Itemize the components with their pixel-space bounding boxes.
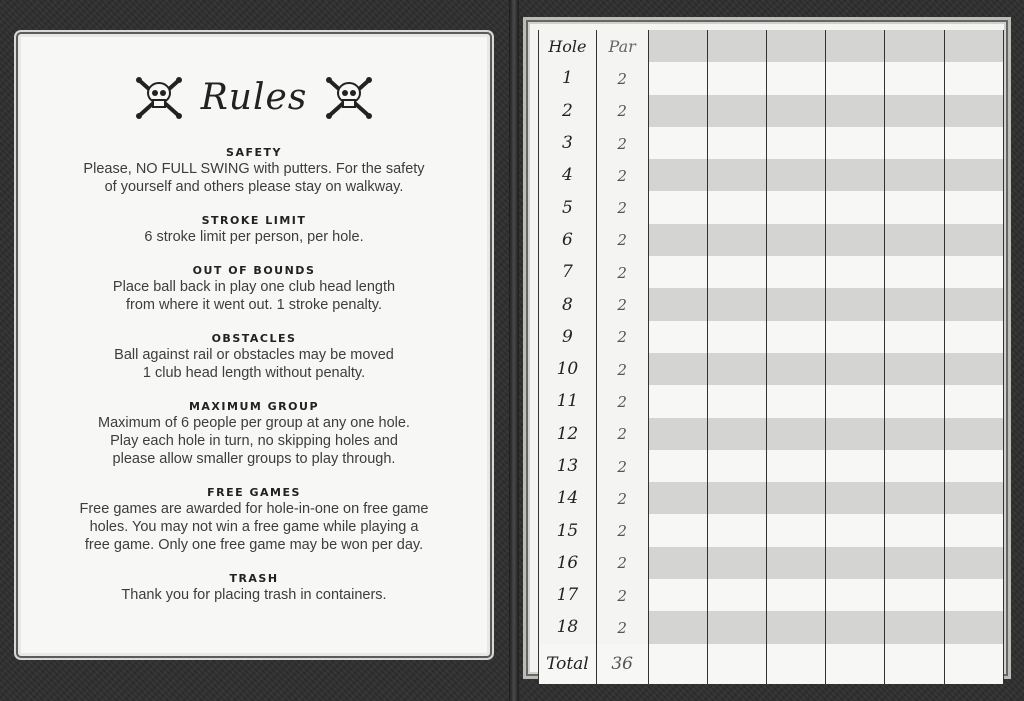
player-score-cell[interactable]	[944, 579, 1003, 611]
total-par-value: 36	[611, 653, 633, 674]
hole-cell	[539, 547, 597, 579]
player-score-cell[interactable]	[944, 224, 1003, 256]
player-score-cell[interactable]	[707, 418, 766, 450]
player-score-cell[interactable]	[648, 321, 707, 353]
player-score-cell[interactable]	[944, 418, 1003, 450]
hole-cell	[539, 95, 597, 127]
player-total-cell[interactable]	[707, 644, 766, 684]
score-row	[539, 611, 1004, 643]
score-row	[539, 95, 1004, 127]
player-score-cell[interactable]	[707, 353, 766, 385]
rule-text: Ball against rail or obstacles may be moved 1 club head length without penalty.	[114, 347, 394, 381]
player-score-cell[interactable]	[885, 95, 944, 127]
hole-number: 8	[561, 294, 573, 315]
hole-cell	[539, 321, 597, 353]
player-score-cell[interactable]	[826, 127, 885, 159]
score-row	[539, 288, 1004, 320]
player-score-cell[interactable]	[648, 353, 707, 385]
hole-number: 16	[556, 552, 579, 573]
score-row	[539, 450, 1004, 482]
scorecard	[528, 22, 1006, 674]
player-score-cell[interactable]	[944, 385, 1003, 417]
player-score-cell[interactable]	[826, 385, 885, 417]
skull-crossbones-icon	[134, 75, 184, 119]
player-score-cell[interactable]	[707, 579, 766, 611]
player-score-cell[interactable]	[826, 159, 885, 191]
player-score-cell[interactable]	[885, 579, 944, 611]
player-score-cell[interactable]	[707, 256, 766, 288]
hole-number: 9	[561, 326, 573, 347]
hole-number: 11	[556, 391, 579, 412]
hole-cell	[539, 288, 597, 320]
player-score-cell[interactable]	[944, 95, 1003, 127]
par-cell	[596, 191, 648, 223]
score-row	[539, 159, 1004, 191]
player-score-cell[interactable]	[648, 256, 707, 288]
player-score-cell[interactable]	[826, 288, 885, 320]
player-score-cell[interactable]	[766, 321, 825, 353]
hole-cell	[539, 159, 597, 191]
hole-number: 17	[556, 585, 579, 606]
rule-heading: OBSTACLES	[211, 332, 297, 345]
par-value: 2	[617, 231, 627, 250]
par-cell	[596, 611, 648, 643]
hole-number: 7	[561, 262, 573, 283]
par-value: 2	[617, 69, 627, 88]
player-score-cell[interactable]	[648, 514, 707, 546]
player-score-cell[interactable]	[766, 30, 825, 62]
player-score-cell[interactable]	[707, 127, 766, 159]
player-score-cell[interactable]	[766, 256, 825, 288]
player-score-cell[interactable]	[885, 288, 944, 320]
score-row	[539, 353, 1004, 385]
hole-number: 15	[556, 520, 579, 541]
player-score-cell[interactable]	[944, 30, 1003, 62]
player-score-cell[interactable]	[885, 159, 944, 191]
score-header-row	[539, 30, 1004, 62]
player-score-cell[interactable]	[766, 288, 825, 320]
card-fold	[509, 0, 519, 701]
score-row	[539, 482, 1004, 514]
player-score-cell[interactable]	[885, 514, 944, 546]
player-score-cell[interactable]	[885, 127, 944, 159]
par-cell	[596, 450, 648, 482]
par-value: 2	[617, 134, 627, 153]
player-score-cell[interactable]	[766, 579, 825, 611]
par-value: 2	[617, 263, 627, 282]
par-column-header	[596, 30, 648, 62]
player-score-cell[interactable]	[826, 30, 885, 62]
rule-maximum-group	[31, 399, 477, 468]
player-score-cell[interactable]	[885, 224, 944, 256]
rule-safety	[31, 145, 477, 196]
player-score-cell[interactable]	[944, 514, 1003, 546]
score-row	[539, 127, 1004, 159]
player-score-cell[interactable]	[885, 547, 944, 579]
score-row	[539, 321, 1004, 353]
player-score-cell[interactable]	[766, 385, 825, 417]
player-score-cell[interactable]	[885, 30, 944, 62]
hole-number: 10	[556, 359, 579, 380]
player-score-cell[interactable]	[648, 611, 707, 643]
rule-text: Please, NO FULL SWING with putters. For the safety of yourself and others please stay on walkway.	[83, 161, 425, 195]
player-score-cell[interactable]	[766, 418, 825, 450]
player-score-cell[interactable]	[648, 288, 707, 320]
score-row	[539, 256, 1004, 288]
player-score-cell[interactable]	[707, 385, 766, 417]
rules-list	[31, 145, 477, 621]
hole-cell	[539, 482, 597, 514]
player-total-cell[interactable]	[766, 644, 825, 684]
hole-number: 18	[556, 617, 579, 638]
player-score-cell[interactable]	[944, 547, 1003, 579]
player-score-cell[interactable]	[826, 191, 885, 223]
rule-heading: MAXIMUM GROUP	[188, 400, 320, 413]
hole-cell	[539, 514, 597, 546]
score-row	[539, 385, 1004, 417]
hole-number: 6	[561, 229, 573, 250]
hole-number: 2	[561, 100, 573, 121]
hole-cell	[539, 127, 597, 159]
player-score-cell[interactable]	[648, 418, 707, 450]
rule-text: Thank you for placing trash in containers.	[121, 587, 387, 603]
total-label: Total	[546, 653, 589, 674]
player-score-cell[interactable]	[944, 450, 1003, 482]
hole-number: 5	[561, 197, 573, 218]
player-score-cell[interactable]	[944, 482, 1003, 514]
player-total-cell[interactable]	[885, 644, 944, 684]
total-par-cell	[596, 644, 648, 684]
player-total-cell[interactable]	[826, 644, 885, 684]
rule-stroke-limit	[31, 213, 477, 246]
rules-title: Rules	[200, 76, 308, 118]
player-score-cell[interactable]	[826, 482, 885, 514]
player-score-cell[interactable]	[826, 321, 885, 353]
player-score-cell[interactable]	[766, 611, 825, 643]
player-score-cell[interactable]	[707, 191, 766, 223]
player-score-cell[interactable]	[944, 321, 1003, 353]
par-cell	[596, 547, 648, 579]
player-score-cell[interactable]	[707, 30, 766, 62]
player-score-cell[interactable]	[885, 62, 944, 94]
total-row	[539, 644, 1004, 684]
player-score-cell[interactable]	[707, 224, 766, 256]
player-score-cell[interactable]	[826, 547, 885, 579]
score-row	[539, 514, 1004, 546]
rule-text: 6 stroke limit per person, per hole.	[144, 229, 364, 245]
par-value: 2	[617, 199, 627, 218]
player-score-cell[interactable]	[648, 62, 707, 94]
player-score-cell[interactable]	[766, 62, 825, 94]
hole-cell	[539, 62, 597, 94]
par-cell	[596, 159, 648, 191]
par-cell	[596, 95, 648, 127]
player-score-cell[interactable]	[766, 450, 825, 482]
rule-text: Place ball back in play one club head length from where it went out. 1 stroke penalty.	[112, 279, 396, 313]
rule-heading: FREE GAMES	[207, 486, 301, 499]
player-score-cell[interactable]	[707, 288, 766, 320]
hole-number: 13	[556, 456, 579, 476]
score-row	[539, 547, 1004, 579]
par-cell	[596, 256, 648, 288]
player-score-cell[interactable]	[766, 191, 825, 223]
player-score-cell[interactable]	[885, 385, 944, 417]
player-score-cell[interactable]	[766, 353, 825, 385]
rule-heading: STROKE LIMIT	[201, 214, 307, 227]
hole-cell	[539, 353, 597, 385]
par-cell	[596, 579, 648, 611]
rule-trash	[31, 571, 477, 604]
player-score-cell[interactable]	[826, 256, 885, 288]
rule-heading: TRASH	[229, 572, 279, 585]
player-score-cell[interactable]	[766, 95, 825, 127]
hole-cell	[539, 450, 597, 482]
player-score-cell[interactable]	[885, 482, 944, 514]
player-score-cell[interactable]	[944, 353, 1003, 385]
hole-number: 1	[561, 68, 573, 89]
player-score-cell[interactable]	[944, 611, 1003, 643]
player-score-cell[interactable]	[944, 127, 1003, 159]
player-score-cell[interactable]	[885, 256, 944, 288]
player-score-cell[interactable]	[885, 611, 944, 643]
player-score-cell[interactable]	[648, 385, 707, 417]
score-table	[538, 30, 1004, 684]
par-value: 2	[617, 586, 627, 605]
player-score-cell[interactable]	[826, 611, 885, 643]
player-score-cell[interactable]	[648, 450, 707, 482]
par-value: 2	[617, 554, 627, 573]
skull-crossbones-icon	[324, 75, 374, 119]
score-row	[539, 418, 1004, 450]
player-score-cell[interactable]	[826, 450, 885, 482]
player-score-cell[interactable]	[885, 191, 944, 223]
par-value: 2	[617, 360, 627, 379]
player-score-cell[interactable]	[766, 127, 825, 159]
player-score-cell[interactable]	[648, 30, 707, 62]
player-score-cell[interactable]	[648, 224, 707, 256]
player-score-cell[interactable]	[648, 95, 707, 127]
player-score-cell[interactable]	[885, 418, 944, 450]
player-score-cell[interactable]	[707, 547, 766, 579]
hole-cell	[539, 385, 597, 417]
rule-obstacles	[31, 331, 477, 382]
player-score-cell[interactable]	[707, 159, 766, 191]
par-cell	[596, 224, 648, 256]
rule-heading: SAFETY	[226, 146, 282, 159]
player-score-cell[interactable]	[944, 159, 1003, 191]
player-score-cell[interactable]	[707, 450, 766, 482]
player-score-cell[interactable]	[826, 353, 885, 385]
hole-cell	[539, 611, 597, 643]
player-score-cell[interactable]	[885, 321, 944, 353]
hole-cell	[539, 224, 597, 256]
hole-cell	[539, 256, 597, 288]
score-row	[539, 62, 1004, 94]
hole-column-header	[539, 30, 597, 62]
player-score-cell[interactable]	[944, 62, 1003, 94]
player-score-cell[interactable]	[707, 321, 766, 353]
hole-header-label: Hole	[548, 36, 587, 56]
par-value: 2	[617, 296, 627, 315]
player-score-cell[interactable]	[944, 256, 1003, 288]
player-score-cell[interactable]	[826, 514, 885, 546]
hole-number: 12	[556, 423, 579, 444]
par-cell	[596, 385, 648, 417]
score-row	[539, 579, 1004, 611]
player-total-cell[interactable]	[648, 644, 707, 684]
player-score-cell[interactable]	[648, 482, 707, 514]
rule-free-games	[31, 485, 477, 554]
player-score-cell[interactable]	[826, 418, 885, 450]
par-cell	[596, 62, 648, 94]
player-score-cell[interactable]	[766, 547, 825, 579]
par-value: 2	[617, 489, 627, 508]
score-row	[539, 191, 1004, 223]
player-score-cell[interactable]	[944, 288, 1003, 320]
par-value: 2	[617, 392, 627, 411]
rules-card	[18, 34, 490, 656]
par-cell	[596, 482, 648, 514]
rule-text: Free games are awarded for hole-in-one on free game holes. You may not win a free game while playing a free game. Only one free game may be won per day.	[79, 501, 429, 553]
hole-number: 4	[561, 165, 573, 186]
player-score-cell[interactable]	[766, 482, 825, 514]
hole-cell	[539, 191, 597, 223]
player-total-cell[interactable]	[944, 644, 1003, 684]
player-score-cell[interactable]	[707, 514, 766, 546]
player-score-cell[interactable]	[766, 159, 825, 191]
player-score-cell[interactable]	[826, 224, 885, 256]
hole-number: 14	[556, 488, 579, 509]
par-cell	[596, 321, 648, 353]
player-score-cell[interactable]	[707, 95, 766, 127]
par-value: 2	[617, 328, 627, 347]
player-score-cell[interactable]	[766, 224, 825, 256]
par-value: 2	[617, 425, 627, 444]
par-cell	[596, 418, 648, 450]
par-cell	[596, 288, 648, 320]
player-score-cell[interactable]	[648, 127, 707, 159]
par-value: 2	[617, 522, 627, 541]
par-header-label: Par	[608, 36, 636, 56]
par-value: 2	[617, 618, 627, 637]
player-score-cell[interactable]	[766, 514, 825, 546]
par-cell	[596, 514, 648, 546]
rule-text: Maximum of 6 people per group at any one hole. Play each hole in turn, no skipping holes and please allow smaller groups to play through.	[98, 415, 410, 467]
total-label-cell	[539, 644, 597, 684]
player-score-cell[interactable]	[885, 353, 944, 385]
player-score-cell[interactable]	[707, 62, 766, 94]
player-score-cell[interactable]	[944, 191, 1003, 223]
hole-cell	[539, 418, 597, 450]
hole-cell	[539, 579, 597, 611]
rule-heading: OUT OF BOUNDS	[192, 264, 316, 277]
par-value: 2	[617, 166, 627, 185]
rules-title-row	[21, 75, 487, 119]
player-score-cell[interactable]	[707, 611, 766, 643]
hole-number: 3	[561, 133, 573, 154]
player-score-cell[interactable]	[648, 579, 707, 611]
score-row	[539, 224, 1004, 256]
player-score-cell[interactable]	[648, 159, 707, 191]
par-value: 2	[617, 102, 627, 121]
player-score-cell[interactable]	[826, 95, 885, 127]
par-cell	[596, 353, 648, 385]
player-score-cell[interactable]	[648, 191, 707, 223]
par-cell	[596, 127, 648, 159]
player-score-cell[interactable]	[707, 482, 766, 514]
player-score-cell[interactable]	[826, 62, 885, 94]
rule-out-of-bounds	[31, 263, 477, 314]
par-value: 2	[617, 457, 627, 476]
player-score-cell[interactable]	[885, 450, 944, 482]
player-score-cell[interactable]	[648, 547, 707, 579]
player-score-cell[interactable]	[826, 579, 885, 611]
